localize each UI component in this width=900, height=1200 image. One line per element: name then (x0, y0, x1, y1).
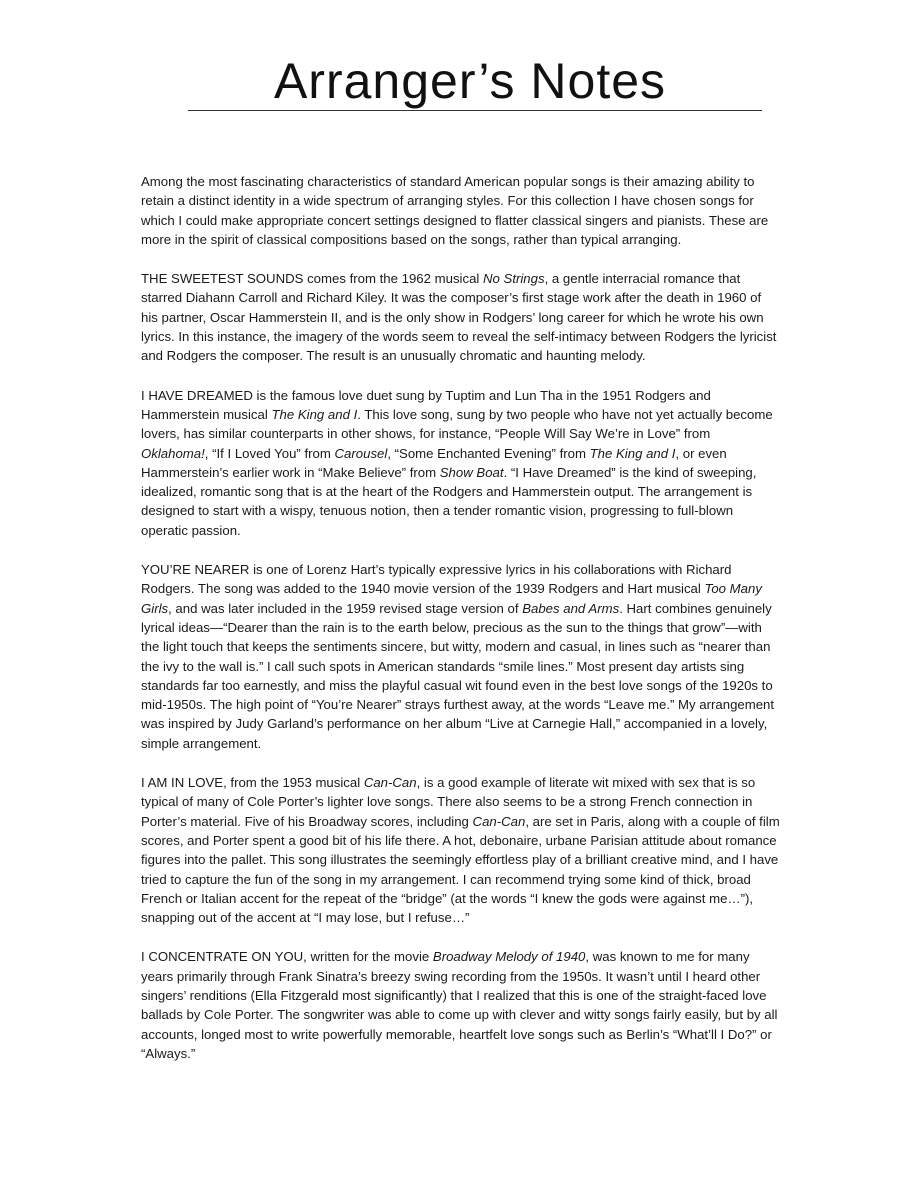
paragraph-text: , was known to me for many years primarily through Frank Sinatra’s breezy swing recording from the 1950s. It wasn’t until I heard other singers’ renditions (Ella Fitzgerald most significantly) that I realized that this is one of the straight-faced love ballads by Cole Porter. The songwriter was able to come up with clever and witty songs fairly easily, but by all accounts, longed most to write powerfully memorable, heartfelt love songs such as Berlin’s “What’ll I Do?” or “Always.” (141, 949, 778, 1061)
paragraph (141, 773, 781, 927)
paragraph-text: . “I Have Dreamed” is the kind of sweeping, idealized, romantic song that is at the heart of the Rodgers and Hammerstein output. The arrangement is designed to start with a wispy, tenuous notion, then a tender romantic vision, progressing to full-blown operatic passion. (141, 464, 757, 538)
paragraph-text: Among the most fascinating characteristics of standard American popular songs is their amazing ability to retain a distinct identity in a wide spectrum of arranging styles. For this collection I have chosen songs for which I could make appropriate concert settings designed to flatter classical singers and pianists. These are more in the spirit of classical compositions based on the songs, rather than typical arranging. (141, 174, 769, 247)
paragraph-text: , a gentle interracial romance that starred Diahann Carroll and Richard Kiley. It was the composer’s first stage work after the death in 1960 of his partner, Oscar Hammerstein II, and is the only show in Rodgers’ long career for which he wrote his own lyrics. In this instance, the imagery of the words seem to reveal the self-intimacy between Rodgers the lyricist and Rodgers the composer. The result is an unusually chromatic and haunting melody. (141, 271, 777, 364)
paragraph (141, 386, 781, 540)
paragraph-text: , is a good example of literate wit mixed with sex that is so typical of many of Cole Porter’s lighter love songs. There also seems to be a strong French connection in Porter’s material. Five of his Broadway scores, including (141, 775, 756, 829)
paragraph-text: . Hart combines genuinely lyrical ideas—“Dearer than the rain is to the earth below, precious as the sun to the things that grow”—with the light touch that keeps the sentiments sincere, but witty, modern and casual, in lines such as “nearer than the ivy to the wall is.” I call such spots in American standards “smile lines.” Most present day artists sing standards far too earnestly, and miss the playful casual wit found even in the best love songs of the 1920s to mid-1950s. The high point of “You’re Nearer” strays furthest away, at the words “Leave me.” My arrangement was inspired by Judy Garland’s performance on her album “Live at Carnegie Hall,” accompanied in a lovely, simple arrangement. (141, 600, 775, 751)
paragraph-text: , “If I Loved You” from (204, 445, 335, 461)
title-underline (188, 110, 762, 111)
title-reference: Can-Can (363, 775, 417, 791)
paragraph-text: , are set in Paris, along with a couple of film scores, and Porter spent a good bit of his life there. A hot, debonaire, urbane Parisian attitude about romance figures into the pallet. This song illustrates the seemingly effortless play of a brilliant creative mind, and I have tried to capture the fun of the song in my arrangement. I can recommend trying some kind of thick, broad French or Italian accent for the repeat of the “bridge” (at the words “I knew the gods were against me…”), snapping out of the accent at “I may lose, but I refuse…” (141, 813, 780, 926)
paragraph-text: I AM IN LOVE, from the 1953 musical (141, 775, 364, 791)
title-reference: Can-Can (472, 813, 526, 829)
title-reference: Carousel (334, 445, 388, 461)
title-reference: Too Many Girls (141, 581, 762, 616)
paragraph (141, 947, 781, 1063)
title-reference: Oklahoma! (141, 445, 205, 461)
paragraph (141, 560, 781, 753)
paragraph-text: , and was later included in the 1959 revised stage version of (168, 600, 523, 616)
paragraph-text: THE SWEETEST SOUNDS comes from the 1962 musical (141, 271, 483, 287)
paragraph (141, 269, 781, 365)
paragraph-text: YOU’RE NEARER is one of Lorenz Hart’s typically expressive lyrics in his collaborations with Richard Rodgers. The song was added to the 1940 movie version of the 1939 Rodgers and Hart musical (141, 562, 732, 597)
paragraph (141, 172, 781, 249)
paragraph-text: . This love song, sung by two people who have not yet actually become lovers, has similar counterparts in other shows, for instance, “People Will Say We’re in Love” from (141, 406, 773, 442)
paragraph-text: , “Some Enchanted Evening” from (387, 445, 590, 461)
notes-body (141, 172, 781, 1083)
title-reference: No Strings (483, 271, 545, 287)
title-reference: Babes and Arms (522, 600, 620, 616)
title-reference: The King and I (271, 406, 358, 422)
paragraph-text: I CONCENTRATE ON YOU, written for the movie (141, 949, 433, 965)
page-title: Arranger’s Notes (273, 53, 667, 109)
paragraph-text: , or even Hammerstein’s earlier work in “Make Believe” from (141, 445, 727, 480)
paragraph-text: I HAVE DREAMED is the famous love duet sung by Tuptim and Lun Tha in the 1951 Rodgers and Hammerstein musical (141, 387, 711, 422)
title-reference: Broadway Melody of 1940 (432, 949, 586, 965)
title-reference: The King and I (589, 445, 676, 461)
title-reference: Show Boat (439, 464, 504, 480)
